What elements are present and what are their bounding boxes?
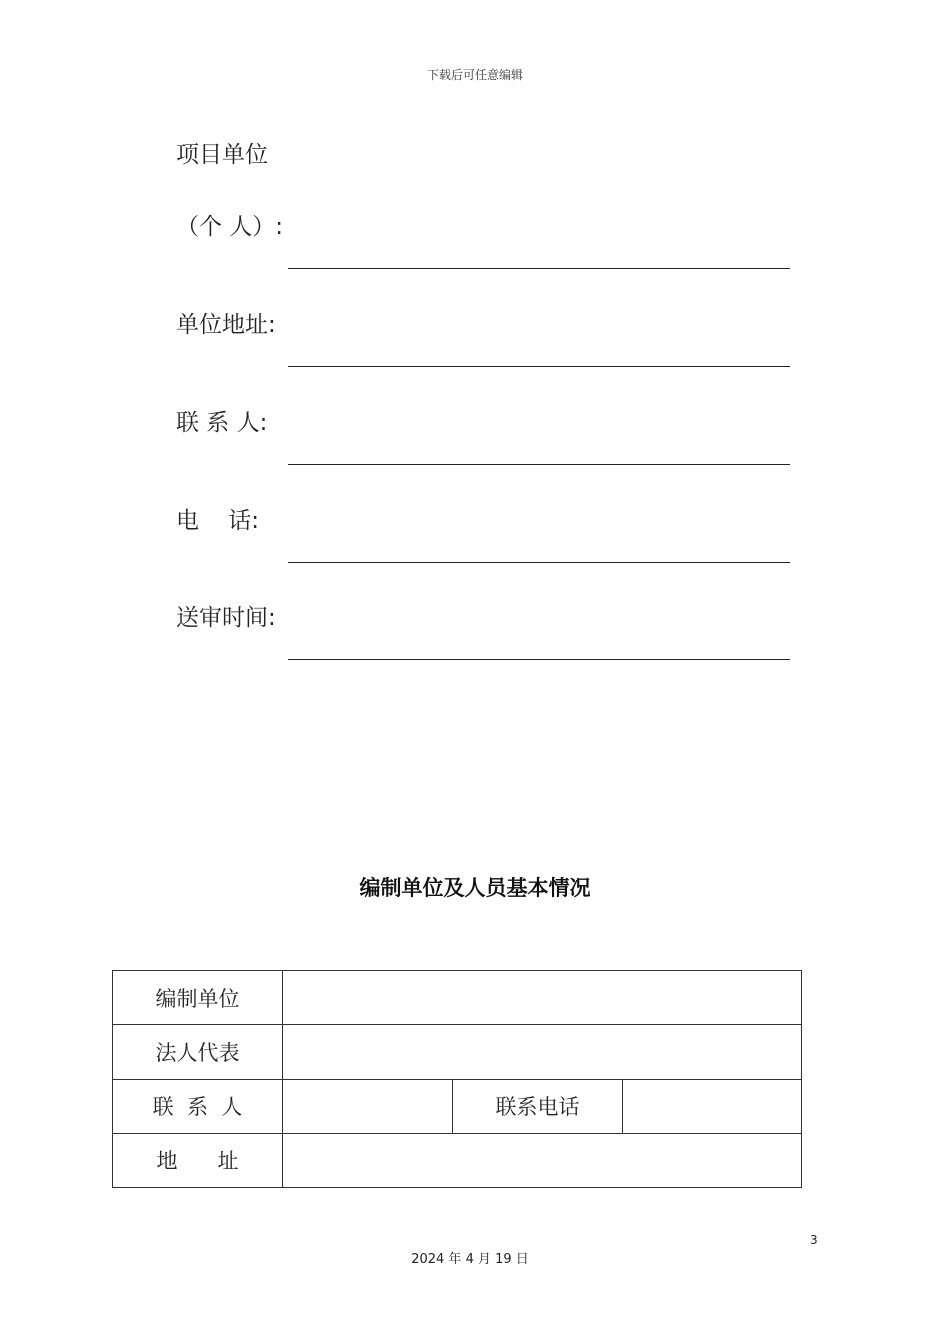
project-unit-field-line[interactable] [288, 268, 790, 269]
table-row [113, 1079, 802, 1133]
contact-person-field-line[interactable] [288, 464, 790, 465]
section-title: 编制单位及人员基本情况 [359, 876, 591, 900]
submission-time-label: 送审时间: [176, 605, 276, 631]
compiling-unit-value-cell[interactable] [283, 971, 802, 1025]
address-value-cell[interactable] [283, 1133, 802, 1187]
info-table [112, 970, 802, 1188]
compiling-unit-label: 编制单位 [113, 971, 283, 1025]
contact-phone-value-cell[interactable] [623, 1079, 802, 1133]
contact-person-value-cell[interactable] [283, 1079, 453, 1133]
phone-field-line[interactable] [288, 562, 790, 563]
contact-person-label: 联 系 人: [176, 410, 268, 436]
header-note: 下载后可任意编辑 [426, 68, 523, 82]
project-unit-label: 项目单位 [176, 142, 268, 168]
individual-label: （个 人）: [176, 214, 284, 240]
contact-phone-label: 联系电话 [453, 1079, 623, 1133]
table-row [113, 971, 802, 1025]
contact-person-cell-label: 联 系 人 [113, 1079, 283, 1133]
footer-date: 2024 年 4 月 19 日 [411, 1252, 529, 1267]
unit-address-label: 单位地址: [176, 312, 276, 338]
submission-time-field-line[interactable] [288, 659, 790, 660]
address-label: 地 址 [113, 1133, 283, 1187]
phone-label: 电 话: [176, 508, 259, 534]
table-row [113, 1133, 802, 1187]
page-number: 3 [810, 1233, 818, 1247]
table-row [113, 1025, 802, 1079]
legal-representative-label: 法人代表 [113, 1025, 283, 1079]
unit-address-field-line[interactable] [288, 366, 790, 367]
legal-representative-value-cell[interactable] [283, 1025, 802, 1079]
